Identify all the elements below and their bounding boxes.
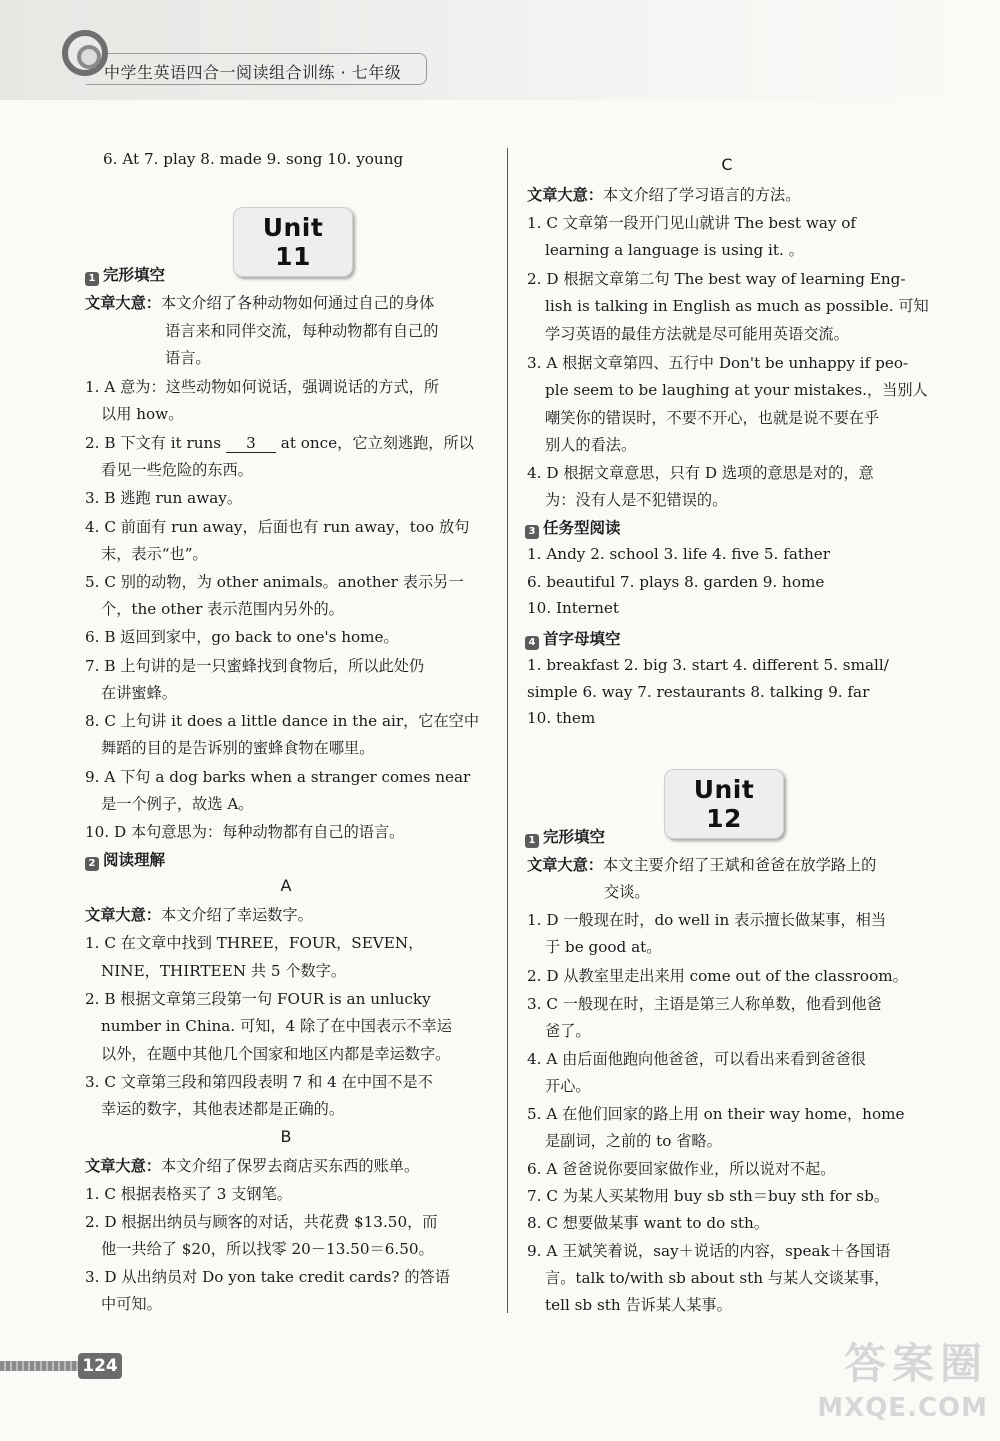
answer-line: 为：没有人是不犯错误的。 [545, 491, 728, 509]
answer-line: 3. A 根据文章第四、五行中 Don't be unhappy if peo- [527, 354, 909, 372]
answer-line: 是一个例子，故选 A。 [101, 795, 254, 813]
summary-line: 语言来和同伴交流，每种动物都有自己的 [165, 322, 439, 340]
section-heading-cloze [85, 263, 165, 286]
summary-label: 文章大意： [527, 186, 603, 204]
summary-label: 文章大意： [85, 1157, 161, 1175]
answer-line: 4. C 前面有 run away，后面也有 run away，too 放句 [85, 518, 470, 536]
passage-letter: B [280, 1127, 292, 1146]
answer-line: 7. C 为某人买某物用 buy sb sth＝buy sth for sb。 [527, 1187, 890, 1205]
unit-12-title: Unit 12 [664, 769, 784, 839]
summary-text: 本文介绍了各种动物如何通过自己的身体 [160, 294, 435, 312]
summary-line: 语言。 [165, 349, 211, 367]
watermark-text: 答案圈 [843, 1339, 988, 1388]
answer-line: 以用 how。 [101, 405, 184, 423]
answer-line: 在讲蜜蜂。 [101, 684, 177, 702]
section-heading-cloze [525, 825, 605, 848]
section-number-icon: 4 [525, 636, 539, 650]
summary-text: 本文介绍了学习语言的方法。 [602, 186, 801, 204]
answer-line: 末，表示“也”。 [101, 545, 208, 563]
answer-line: 2. D 根据出纳员与顾客的对话，共花费 $13.50，而 [85, 1213, 438, 1231]
target-logo-icon [62, 30, 108, 76]
answer-line: 6. At 7. play 8. made 9. song 10. young [103, 150, 404, 168]
answer-line: 1. C 在文章中找到 THREE，FOUR，SEVEN， [85, 934, 424, 952]
answer-line [85, 432, 474, 453]
answer-line: 嘲笑你的错误时，不要不开心，也就是说不要在乎 [545, 409, 880, 427]
section-heading-initial-letters [525, 627, 621, 650]
section-title: 首字母填空 [543, 630, 621, 648]
page-number: 124 [78, 1353, 122, 1379]
answer-line: 以外，在题中其他几个国家和地区内都是幸运数字。 [101, 1045, 451, 1063]
answer-line: 9. A 下句 a dog barks when a stranger comes near [85, 768, 471, 786]
answer-text: 2. B 下文有 it runs [85, 434, 226, 452]
answer-line: lish is talking in English as much as possible. 可知 [545, 297, 929, 315]
section-title: 阅读理解 [103, 851, 166, 869]
answer-line: 是副词，之前的 to 省略。 [545, 1132, 722, 1150]
answer-line: 6. A 爸爸说你要回家做作业，所以说对不起。 [527, 1160, 836, 1178]
summary-text: 本文介绍了幸运数字。 [160, 906, 313, 924]
answer-line: 4. D 根据文章意思，只有 D 选项的意思是对的，意 [527, 464, 874, 482]
answer-line: 3. C 文章第三段和第四段表明 7 和 4 在中国不是不 [85, 1073, 433, 1091]
answer-line: 6. B 返回到家中，go back to one's home。 [85, 628, 399, 646]
answer-line: 他一共给了 $20，所以找零 20－13.50＝6.50。 [101, 1240, 434, 1258]
section-number-icon: 1 [85, 272, 99, 286]
passage-letter: A [280, 876, 292, 895]
answer-line: 幸运的数字，其他表述都是正确的。 [101, 1100, 344, 1118]
watermark-url: MXQE.COM [817, 1393, 988, 1423]
answer-line: learning a language is using it. 。 [545, 241, 804, 259]
answer-line: 3. C 一般现在时，主语是第三人称单数，他看到他爸 [527, 995, 882, 1013]
answer-line: 5. A 在他们回家的路上用 on their way home，home [527, 1105, 905, 1123]
section-title: 任务型阅读 [543, 519, 621, 537]
answer-line: 舞蹈的目的是告诉别的蜜蜂食物在哪里。 [101, 739, 375, 757]
section-number-icon: 1 [525, 834, 539, 848]
answer-line: 9. A 王斌笑着说，say＋说话的内容，speak＋各国语 [527, 1242, 891, 1260]
section-heading-task-reading [525, 516, 621, 539]
answer-line: 开心。 [545, 1077, 591, 1095]
page-bar-decoration [0, 1361, 80, 1371]
answer-line: 看见一些危险的东西。 [101, 461, 253, 479]
header-band [0, 0, 1000, 100]
answer-line: 中可知。 [101, 1295, 162, 1313]
section-heading-reading [85, 848, 165, 871]
answer-line: 4. A 由后面他跑向他爸爸，可以看出来看到爸爸很 [527, 1050, 866, 1068]
answer-line: 8. C 上句讲 it does a little dance in the air，它在空中 [85, 712, 480, 730]
section-title: 完形填空 [543, 828, 606, 846]
book-title: 中学生英语四合一阅读组合训练 · 七年级 [104, 63, 402, 82]
answer-line: 8. C 想要做某事 want to do sth。 [527, 1214, 769, 1232]
summary-label: 文章大意： [85, 906, 161, 924]
answer-line: 学习英语的最佳方法就是尽可能用英语交流。 [545, 325, 849, 343]
summary-line: 交谈。 [604, 883, 650, 901]
answer-line: 10. D 本句意思为：每种动物都有自己的语言。 [85, 823, 405, 841]
summary-text: 本文主要介绍了王斌和爸爸在放学路上的 [602, 856, 877, 874]
answer-line: simple 6. way 7. restaurants 8. talking 9. far [527, 683, 870, 701]
answer-line: 5. C 别的动物，为 other animals。another 表示另一 [85, 573, 464, 591]
answer-line: 6. beautiful 7. plays 8. garden 9. home [527, 573, 825, 591]
section-number-icon: 2 [85, 857, 99, 871]
summary-label: 文章大意： [85, 294, 161, 312]
answer-line: 3. B 逃跑 run away。 [85, 489, 243, 507]
summary-label: 文章大意： [527, 856, 603, 874]
answer-text: at once，它立刻逃跑，所以 [275, 434, 474, 452]
answer-line: 2. B 根据文章第三段第一句 FOUR is an unlucky [85, 990, 431, 1008]
answer-line: tell sb sth 告诉某人某事。 [545, 1296, 732, 1314]
answer-line: NINE，THIRTEEN 共 5 个数字。 [101, 962, 347, 980]
summary-line [85, 1155, 419, 1176]
summary-line [527, 184, 800, 205]
passage-letter: C [721, 155, 733, 174]
answer-line: 2. D 根据文章第二句 The best way of learning Eng- [527, 270, 906, 288]
summary-line [85, 904, 313, 925]
answer-line: 1. D 一般现在时，do well in 表示擅长做某事，相当 [527, 911, 887, 929]
answer-line: ple seem to be laughing at your mistakes.，当别人 [545, 381, 928, 399]
answer-line: 2. D 从教室里走出来用 come out of the classroom。 [527, 967, 908, 985]
blank-number: 3 [226, 434, 276, 453]
section-title: 完形填空 [103, 266, 166, 284]
column-divider [507, 148, 508, 1313]
answer-line: number in China. 可知，4 除了在中国表示不幸运 [101, 1017, 452, 1035]
answer-line: 1. C 根据表格买了 3 支钢笔。 [85, 1185, 292, 1203]
answer-line: 言。talk to/with sb about sth 与某人交谈某事， [545, 1269, 890, 1287]
unit-11-title: Unit 11 [233, 207, 353, 277]
answer-line: 1. Andy 2. school 3. life 4. five 5. father [527, 545, 831, 563]
summary-line [527, 854, 876, 875]
answer-line: 3. D 从出纳员对 Do yon take credit cards? 的答语 [85, 1268, 450, 1286]
answer-line: 别人的看法。 [545, 436, 637, 454]
answer-line: 于 be good at。 [545, 938, 662, 956]
answer-line: 1. breakfast 2. big 3. start 4. different 5. small/ [527, 656, 889, 674]
answer-line: 爸了。 [545, 1022, 591, 1040]
answer-line: 个，the other 表示范围内另外的。 [101, 600, 344, 618]
answer-line: 10. them [527, 709, 596, 727]
answer-line: 1. A 意为：这些动物如何说话，强调说话的方式，所 [85, 378, 440, 396]
answer-line: 10. Internet [527, 599, 619, 617]
answer-line: 7. B 上句讲的是一只蜜蜂找到食物后，所以此处仍 [85, 657, 425, 675]
section-number-icon: 3 [525, 525, 539, 539]
watermark-logo [762, 1336, 988, 1436]
summary-line [85, 292, 434, 313]
summary-text: 本文介绍了保罗去商店买东西的账单。 [160, 1157, 420, 1175]
answer-line: 1. C 文章第一段开门见山就讲 The best way of [527, 214, 857, 232]
